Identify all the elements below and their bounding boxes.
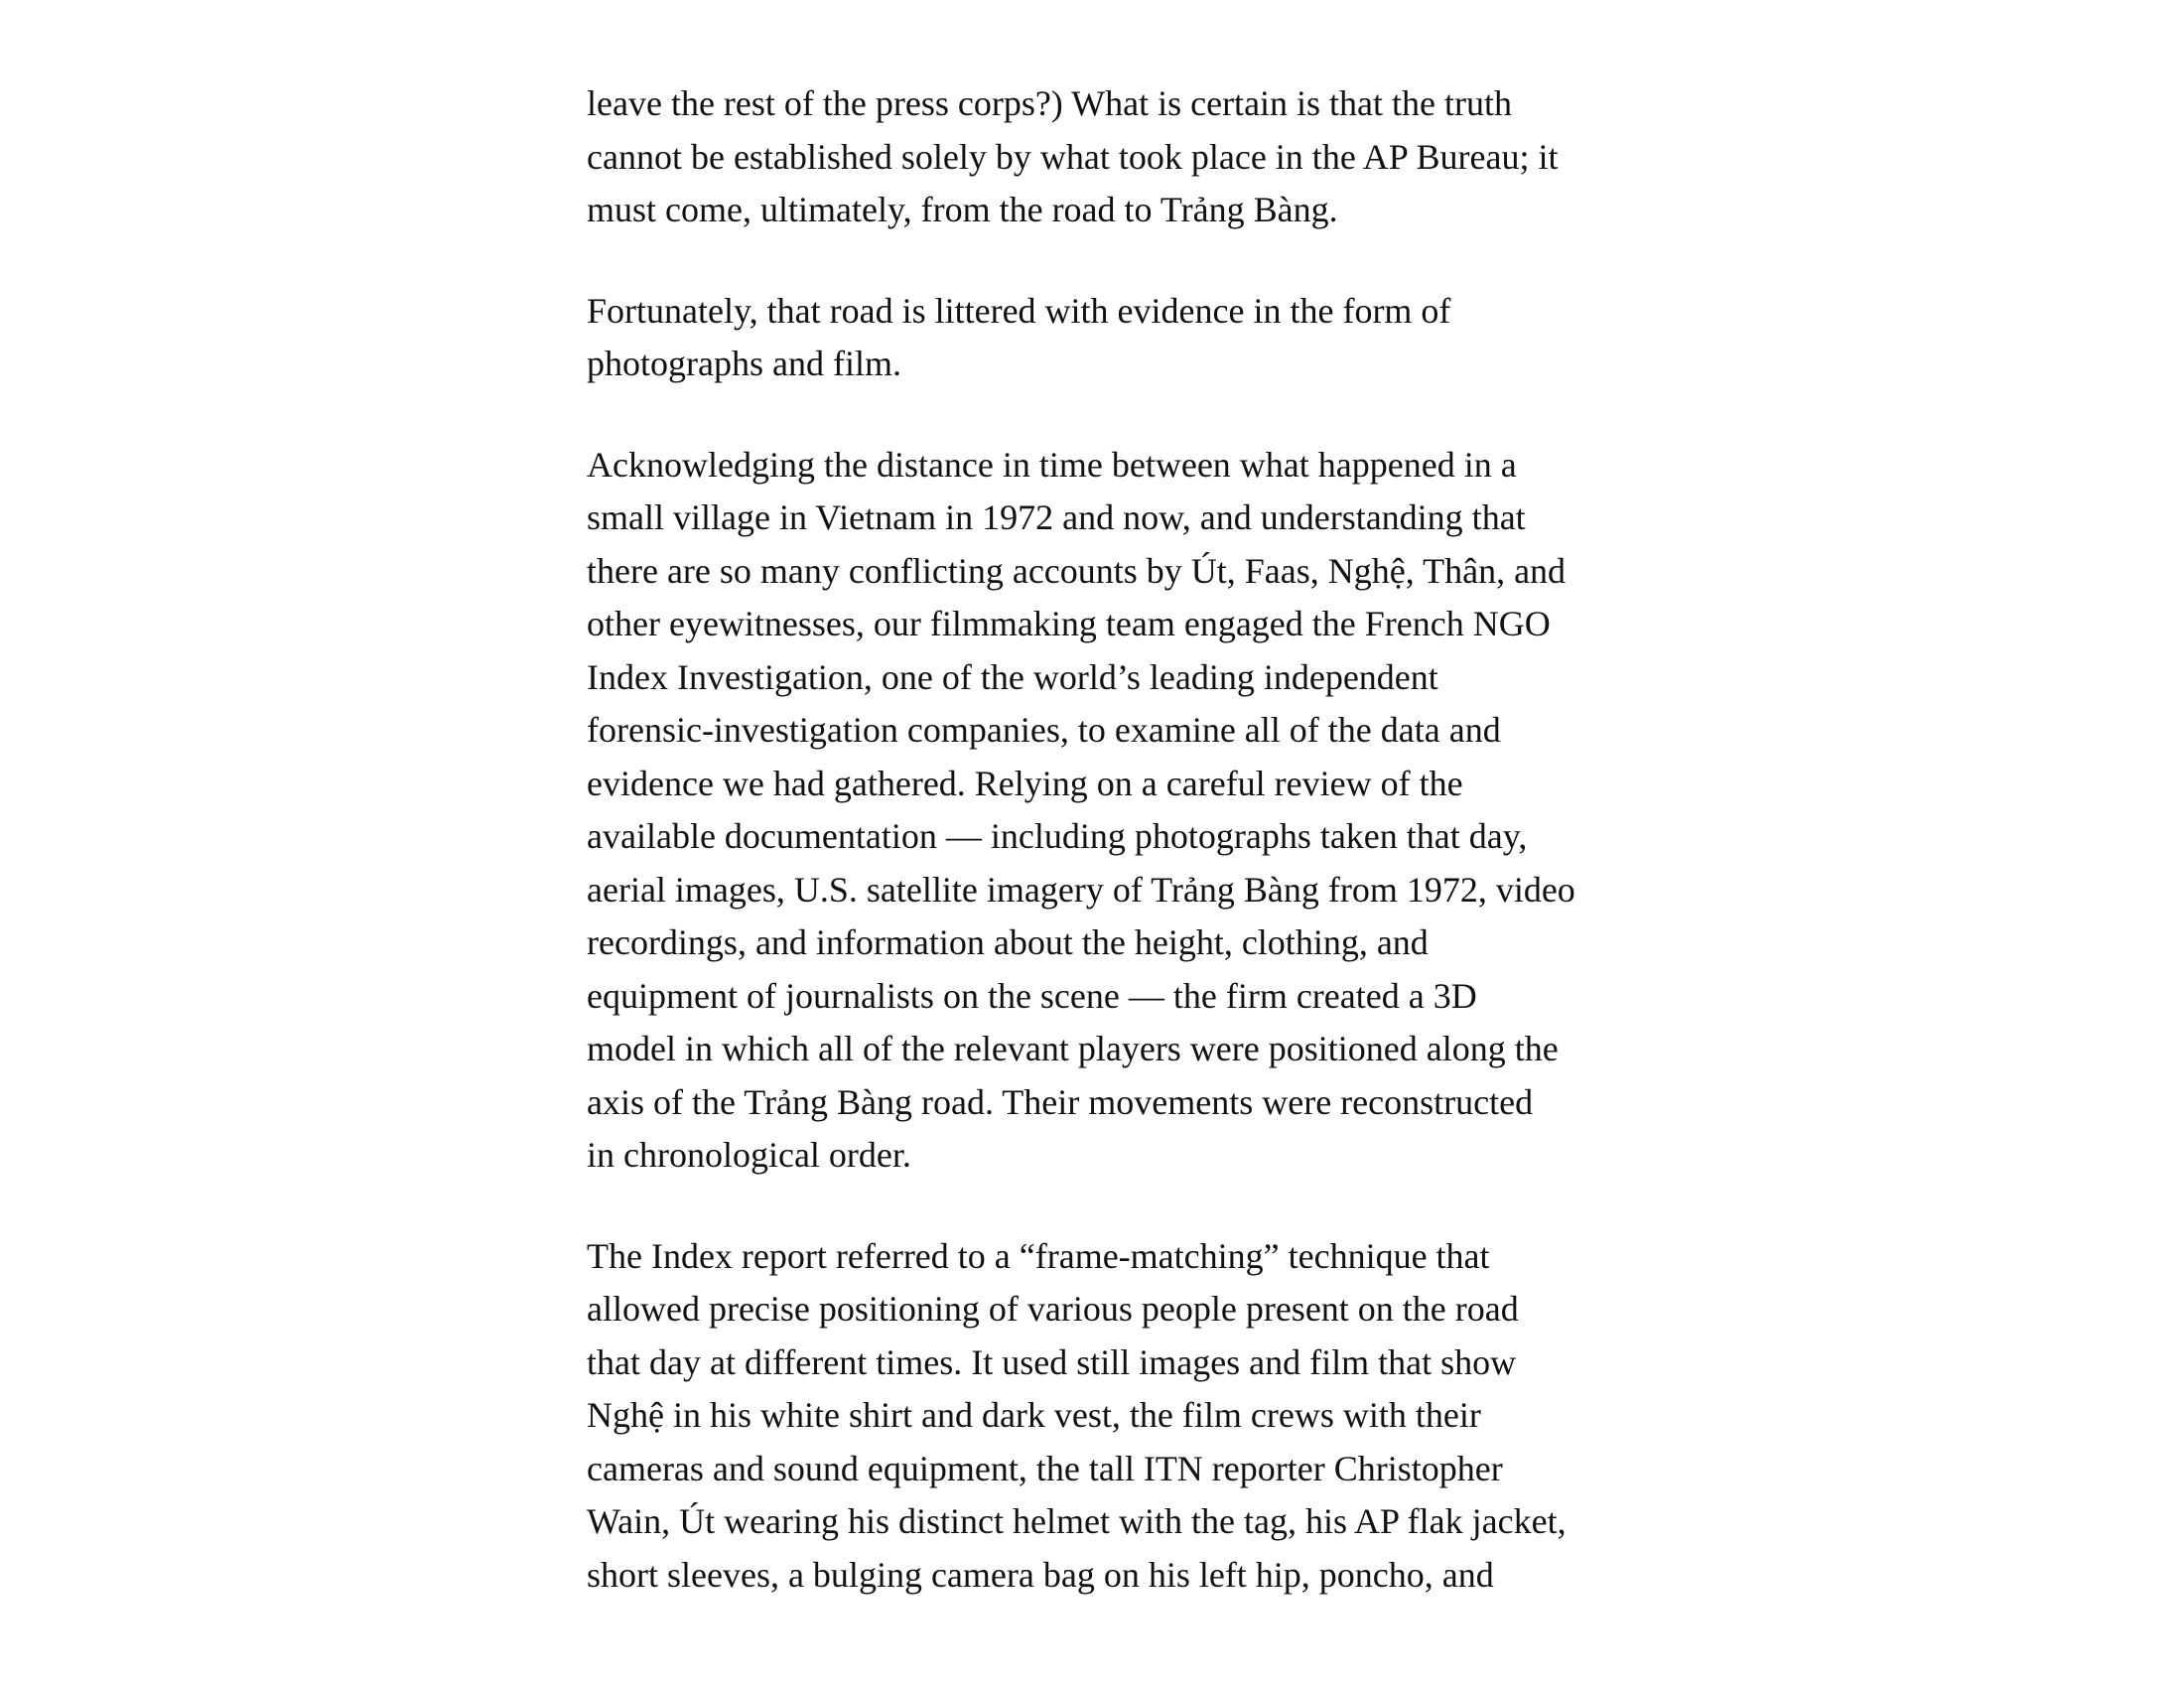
text-line: other eyewitnesses, our filmmaking team engaged the French NGO [587, 604, 1551, 643]
article-body [587, 77, 1609, 1649]
text-line: Fortunately, that road is littered with evidence in the form of [587, 290, 1451, 331]
text-line: The Index report referred to a “frame-matching” technique that [587, 1235, 1490, 1276]
text-line: allowed precise positioning of various people present on the road [587, 1289, 1519, 1329]
text-line: Acknowledging the distance in time between what happened in a [587, 444, 1517, 485]
text-line: small village in Vietnam in 1972 and now, and understanding that [587, 497, 1526, 537]
text-line: cannot be established solely by what took place in the AP Bureau; it [587, 136, 1559, 177]
text-line: short sleeves, a bulging camera bag on his left hip, poncho, and [587, 1554, 1494, 1595]
text-line: model in which all of the relevant players were positioned along the [587, 1029, 1559, 1068]
text-line: cameras and sound equipment, the tall ITN reporter Christopher [587, 1448, 1503, 1488]
text-line: must come, ultimately, from the road to Trảng Bàng. [587, 190, 1338, 229]
text-line: recordings, and information about the height, clothing, and [587, 922, 1429, 962]
text-line: there are so many conflicting accounts by Út, Faas, Nghệ, Thân, and [587, 550, 1567, 591]
text-line: photographs and film. [587, 344, 901, 383]
text-line: Nghệ in his white shirt and dark vest, the film crews with their [587, 1395, 1481, 1435]
text-line: equipment of journalists on the scene — the firm created a 3D [587, 975, 1477, 1016]
paragraph [587, 1230, 1609, 1603]
text-line: available documentation — including photographs taken that day, [587, 816, 1528, 856]
text-line: forensic-investigation companies, to examine all of the data and [587, 710, 1501, 750]
text-line: Index Investigation, one of the world’s leading independent [587, 656, 1438, 697]
text-line: that day at different times. It used still images and film that show [587, 1341, 1517, 1382]
text-line: Wain, Út wearing his distinct helmet with the tag, his AP flak jacket, [587, 1501, 1567, 1541]
text-line: leave the rest of the press corps?) What is certain is that the truth [587, 83, 1513, 123]
text-line: aerial images, U.S. satellite imagery of Trảng Bàng from 1972, video [587, 869, 1575, 910]
text-line: in chronological order. [587, 1135, 911, 1175]
paragraph [587, 439, 1609, 1183]
text-line: evidence we had gathered. Relying on a careful review of the [587, 763, 1463, 803]
paragraph [587, 285, 1609, 391]
paragraph [587, 77, 1609, 237]
text-line: axis of the Trảng Bàng road. Their movements were reconstructed [587, 1081, 1534, 1122]
